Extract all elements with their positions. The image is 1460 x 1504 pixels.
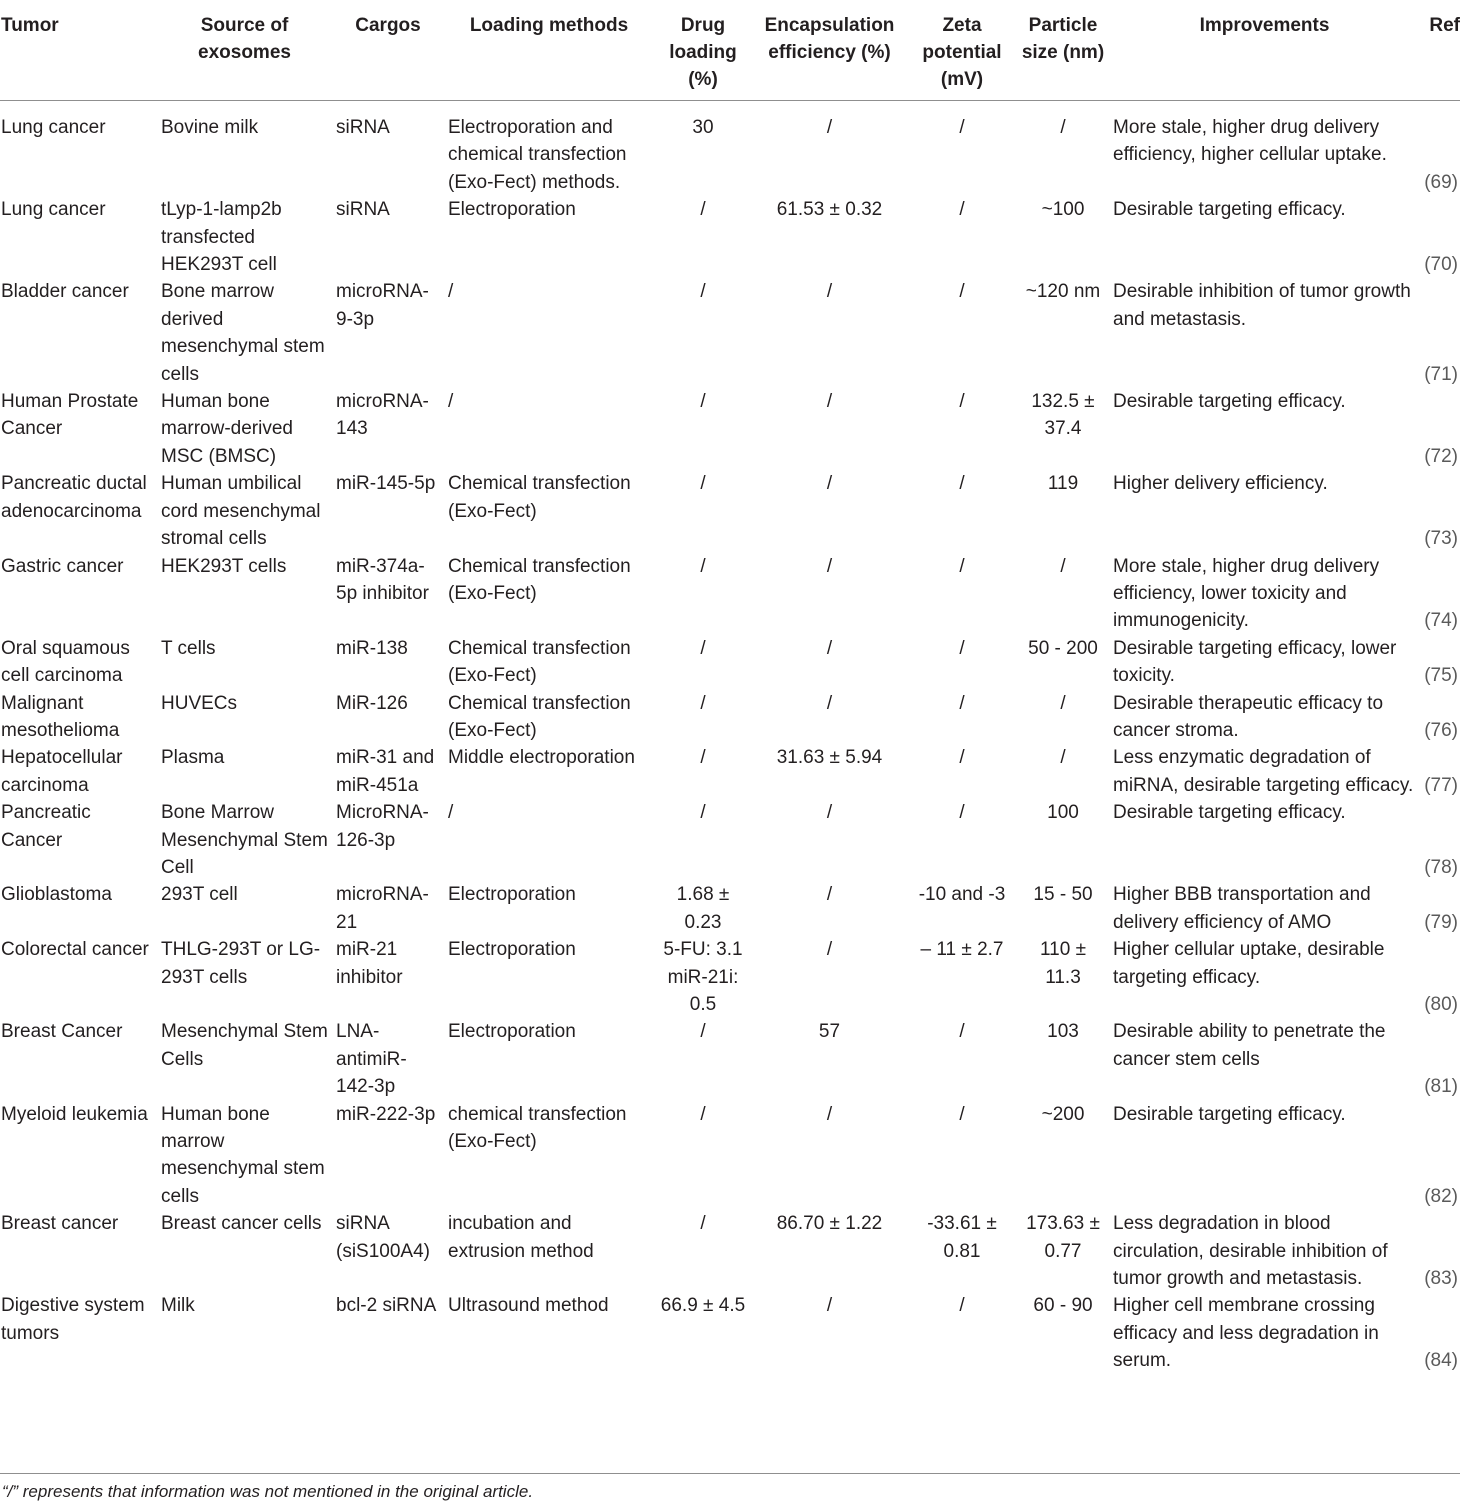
cell-drug-loading: / xyxy=(700,747,706,769)
header-cargos: Cargos xyxy=(355,15,421,36)
cell-ref: (79) xyxy=(1424,911,1458,933)
cell-encapsulation: 31.63 ± 5.94 xyxy=(776,747,883,769)
cell-cargos: microRNA-21 xyxy=(336,884,429,933)
header-encapsulation: Encapsulation efficiency (%) xyxy=(764,15,895,63)
cell-loading-method: Electroporation xyxy=(448,884,576,906)
cell-improvements: Higher BBB transportation and delivery efficiency of AMO xyxy=(1113,884,1371,933)
cell-source: 293T cell xyxy=(161,884,238,906)
cell-encapsulation: 86.70 ± 1.22 xyxy=(776,1213,883,1235)
cell-encapsulation: / xyxy=(826,555,833,577)
cell-improvements: Desirable ability to penetrate the cancer stem cells xyxy=(1113,1021,1386,1070)
cell-loading-method: Chemical transfection (Exo-Fect) xyxy=(448,555,631,604)
cell-drug-loading: / xyxy=(700,1213,706,1235)
cell-cargos: miR-21 inhibitor xyxy=(336,939,403,988)
cell-zeta: / xyxy=(959,391,965,413)
cell-ref: (72) xyxy=(1424,445,1458,467)
cell-encapsulation: / xyxy=(826,117,833,138)
header-zeta: Zeta potential (mV) xyxy=(922,15,1002,90)
cell-improvements: Higher cellular uptake, desirable targeting efficacy. xyxy=(1113,939,1385,988)
cell-encapsulation: 57 xyxy=(818,1021,841,1043)
cell-zeta: / xyxy=(959,117,965,138)
cell-cargos: MicroRNA-126-3p xyxy=(336,802,429,851)
cell-tumor: Hepatocellular carcinoma xyxy=(1,747,123,796)
cell-drug-loading: / xyxy=(700,1021,706,1043)
cell-tumor: Breast cancer xyxy=(1,1213,119,1235)
cell-encapsulation: / xyxy=(826,884,833,906)
cell-ref: (82) xyxy=(1424,1185,1458,1207)
cell-improvements: Higher delivery efficiency. xyxy=(1113,473,1328,495)
cell-zeta: / xyxy=(959,1295,965,1317)
cell-loading-method: Chemical transfection (Exo-Fect) xyxy=(448,637,631,687)
cell-improvements: Desirable targeting efficacy. xyxy=(1113,199,1346,221)
cell-ref: (83) xyxy=(1424,1268,1458,1290)
cell-improvements: Less degradation in blood circulation, desirable inhibition of tumor growth and metastasis. xyxy=(1113,1213,1388,1290)
cell-source: Human umbilical cord mesenchymal stromal cells xyxy=(161,473,321,550)
cell-particle-size: ~200 xyxy=(1041,1103,1085,1125)
cell-encapsulation: / xyxy=(826,473,833,495)
cell-ref: (71) xyxy=(1424,363,1458,385)
cell-ref: (74) xyxy=(1424,610,1458,632)
cell-zeta: / xyxy=(959,281,965,303)
header-drug-loading: Drug loading (%) xyxy=(669,15,737,90)
cell-zeta: / xyxy=(959,802,965,824)
cell-cargos: MiR-126 xyxy=(336,692,408,714)
cell-cargos: siRNA xyxy=(336,117,390,138)
cell-zeta: / xyxy=(959,473,965,495)
table-row xyxy=(0,101,1460,197)
cell-cargos: microRNA-143 xyxy=(336,391,429,440)
cell-source: Breast cancer cells xyxy=(161,1213,322,1235)
cell-loading-method: Electroporation xyxy=(448,939,576,961)
cell-ref: (81) xyxy=(1424,1076,1458,1098)
cell-particle-size: ~120 nm xyxy=(1025,281,1101,303)
cell-ref: (77) xyxy=(1424,774,1458,796)
table-row xyxy=(0,470,1460,552)
cell-improvements: Desirable targeting efficacy. xyxy=(1113,802,1346,824)
cell-cargos: miR-145-5p xyxy=(336,473,436,495)
cell-tumor: Pancreatic ductal adenocarcinoma xyxy=(1,473,147,522)
cell-loading-method: Electroporation xyxy=(448,199,576,221)
cell-drug-loading: / xyxy=(700,637,706,659)
cell-encapsulation: / xyxy=(826,1295,833,1317)
cell-zeta: / xyxy=(959,555,965,577)
cell-loading-method: Electroporation and chemical transfection (Exo-Fect) methods. xyxy=(448,117,627,193)
cell-zeta: – 11 ± 2.7 xyxy=(920,939,1004,961)
cell-particle-size: / xyxy=(1060,692,1066,714)
table-row xyxy=(0,744,1460,799)
cell-cargos: miR-222-3p xyxy=(336,1103,436,1125)
cell-encapsulation: / xyxy=(826,1103,833,1125)
table-header-row xyxy=(0,0,1460,101)
cell-zeta: / xyxy=(959,637,965,659)
header-source: Source of exosomes xyxy=(198,15,291,63)
cell-tumor: Breast Cancer xyxy=(1,1021,123,1043)
cell-source: HUVECs xyxy=(161,692,238,714)
cell-source: Plasma xyxy=(161,747,225,769)
cell-encapsulation: 61.53 ± 0.32 xyxy=(776,199,883,221)
cell-loading-method: Chemical transfection (Exo-Fect) xyxy=(448,473,631,522)
cell-ref: (78) xyxy=(1424,856,1458,878)
cell-improvements: Desirable inhibition of tumor growth and metastasis. xyxy=(1113,281,1411,330)
header-tumor: Tumor xyxy=(1,15,59,36)
cell-loading-method: / xyxy=(448,391,454,413)
cell-particle-size: ~100 xyxy=(1041,199,1085,221)
cell-improvements: Less enzymatic degradation of miRNA, desirable targeting efficacy. xyxy=(1113,747,1414,796)
cell-source: THLG-293T or LG-293T cells xyxy=(161,939,321,988)
cell-source: Bone Marrow Mesenchymal Stem Cell xyxy=(161,802,328,878)
cell-particle-size: 110 ± 11.3 xyxy=(1040,939,1086,988)
cell-cargos: miR-138 xyxy=(336,637,408,659)
cell-drug-loading: 1.68 ± 0.23 xyxy=(676,884,730,933)
table-row xyxy=(0,1101,1460,1211)
cell-cargos: siRNA xyxy=(336,199,390,221)
cell-tumor: Malignant mesothelioma xyxy=(1,692,120,741)
cell-ref: (84) xyxy=(1424,1350,1458,1372)
cell-drug-loading: / xyxy=(700,281,706,303)
cell-tumor: Bladder cancer xyxy=(1,281,129,303)
header-particle-size: Particle size (nm) xyxy=(1021,15,1105,63)
cell-particle-size: 50 - 200 xyxy=(1028,637,1098,659)
cell-zeta: / xyxy=(959,747,965,769)
cell-tumor: Pancreatic Cancer xyxy=(1,802,91,851)
cell-drug-loading: / xyxy=(700,473,706,495)
cell-drug-loading: / xyxy=(700,802,706,824)
cell-loading-method: Electroporation xyxy=(448,1021,576,1043)
cell-tumor: Lung cancer xyxy=(1,199,106,221)
cell-particle-size: 100 xyxy=(1047,802,1079,824)
cell-tumor: Colorectal cancer xyxy=(1,939,149,961)
cell-tumor: Gastric cancer xyxy=(1,555,124,577)
cell-loading-method: incubation and extrusion method xyxy=(448,1213,594,1262)
cell-zeta: / xyxy=(959,199,965,221)
cell-zeta: -10 and -3 xyxy=(918,884,1006,906)
cell-loading-method: Ultrasound method xyxy=(448,1295,609,1317)
table-row xyxy=(0,936,1460,1018)
table-row xyxy=(0,690,1460,745)
cell-source: HEK293T cells xyxy=(161,555,287,577)
cell-improvements: More stale, higher drug delivery efficiency, higher cellular uptake. xyxy=(1113,117,1387,166)
table-row xyxy=(0,881,1460,936)
cell-zeta: / xyxy=(959,1021,965,1043)
table-row xyxy=(0,388,1460,470)
table-row xyxy=(0,1018,1460,1100)
cell-particle-size: 103 xyxy=(1047,1021,1079,1043)
cell-cargos: microRNA-9-3p xyxy=(336,281,429,330)
cell-improvements: More stale, higher drug delivery efficiency, lower toxicity and immunogenicity. xyxy=(1113,555,1380,632)
cell-improvements: Desirable therapeutic efficacy to cancer stroma. xyxy=(1113,692,1384,741)
cell-drug-loading: 5-FU: 3.1 miR-21i: 0.5 xyxy=(663,939,743,1015)
cell-drug-loading: / xyxy=(700,391,706,413)
header-loading-methods: Loading methods xyxy=(469,15,629,36)
header-improvements: Improvements xyxy=(1199,15,1330,36)
cell-cargos: bcl-2 siRNA xyxy=(336,1295,437,1317)
cell-ref: (69) xyxy=(1424,171,1458,193)
cell-loading-method: chemical transfection (Exo-Fect) xyxy=(448,1103,627,1153)
cell-loading-method: / xyxy=(448,802,454,824)
cell-ref: (75) xyxy=(1424,665,1458,687)
table-row xyxy=(0,553,1460,635)
cell-loading-method: Chemical transfection (Exo-Fect) xyxy=(448,692,631,741)
cell-source: Mesenchymal Stem Cells xyxy=(161,1021,328,1070)
cell-zeta: / xyxy=(959,1103,965,1125)
cell-cargos: miR-374a-5p inhibitor xyxy=(336,555,429,604)
cell-particle-size: / xyxy=(1060,117,1066,138)
cell-tumor: Glioblastoma xyxy=(1,884,112,906)
cell-encapsulation: / xyxy=(826,391,833,413)
cell-tumor: Lung cancer xyxy=(1,117,106,138)
cell-particle-size: 132.5 ± 37.4 xyxy=(1031,391,1095,440)
cell-cargos: siRNA (siS100A4) xyxy=(336,1213,430,1262)
cell-tumor: Human Prostate Cancer xyxy=(1,391,139,440)
cell-drug-loading: 66.9 ± 4.5 xyxy=(660,1295,746,1317)
table-row xyxy=(0,635,1460,690)
cell-tumor: Oral squamous cell carcinoma xyxy=(1,637,130,687)
table-row xyxy=(0,1292,1460,1374)
cell-particle-size: 60 - 90 xyxy=(1033,1295,1093,1317)
cell-source: Bone marrow derived mesenchymal stem cells xyxy=(161,281,325,385)
cell-particle-size: 173.63 ± 0.77 xyxy=(1026,1213,1100,1262)
cell-cargos: miR-31 and miR-451a xyxy=(336,747,435,796)
cell-ref: (80) xyxy=(1424,994,1458,1015)
cell-drug-loading: / xyxy=(700,1103,706,1125)
cell-source: Human bone marrow-derived MSC (BMSC) xyxy=(161,391,293,467)
cell-encapsulation: / xyxy=(826,281,833,303)
cell-encapsulation: / xyxy=(826,692,833,714)
table-row xyxy=(0,196,1460,278)
table-row xyxy=(0,799,1460,881)
cell-drug-loading: / xyxy=(700,555,706,577)
bottom-rule xyxy=(0,1473,1460,1474)
cell-drug-loading: 30 xyxy=(692,117,714,138)
table-row xyxy=(0,278,1460,388)
cell-loading-method: Middle electroporation xyxy=(448,747,635,769)
cell-loading-method: / xyxy=(448,281,454,303)
cell-tumor: Myeloid leukemia xyxy=(1,1103,148,1125)
cell-ref: (73) xyxy=(1424,528,1458,550)
cell-ref: (70) xyxy=(1424,254,1458,276)
cell-encapsulation: / xyxy=(826,802,833,824)
cell-improvements: Desirable targeting efficacy, lower toxicity. xyxy=(1113,637,1397,687)
cell-drug-loading: / xyxy=(700,199,706,221)
cell-particle-size: / xyxy=(1060,747,1066,769)
cell-source: Milk xyxy=(161,1295,195,1317)
cell-source: Human bone marrow mesenchymal stem cells xyxy=(161,1103,325,1207)
cell-particle-size: 15 - 50 xyxy=(1033,884,1093,906)
cell-encapsulation: / xyxy=(826,939,833,961)
cell-drug-loading: / xyxy=(700,692,706,714)
table-row xyxy=(0,1210,1460,1292)
cell-improvements: Desirable targeting efficacy. xyxy=(1113,1103,1346,1125)
cell-encapsulation: / xyxy=(826,637,833,659)
cell-tumor: Digestive system tumors xyxy=(1,1295,145,1344)
cell-zeta: / xyxy=(959,692,965,714)
cell-zeta: -33.61 ± 0.81 xyxy=(927,1213,997,1262)
cell-ref: (76) xyxy=(1424,719,1458,741)
cell-source: T cells xyxy=(161,637,216,659)
footnote: “/” represents that information was not mentioned in the original article. xyxy=(2,1482,534,1501)
cell-improvements: Higher cell membrane crossing efficacy and less degradation in serum. xyxy=(1113,1295,1379,1372)
header-ref: Ref xyxy=(1429,15,1460,36)
cell-source: tLyp-1-lamp2b transfected HEK293T cell xyxy=(161,199,282,276)
cell-particle-size: / xyxy=(1060,555,1066,577)
cell-source: Bovine milk xyxy=(161,117,259,138)
cell-improvements: Desirable targeting efficacy. xyxy=(1113,391,1346,413)
cell-cargos: LNA-antimiR-142-3p xyxy=(336,1021,407,1098)
cell-particle-size: 119 xyxy=(1047,473,1079,495)
